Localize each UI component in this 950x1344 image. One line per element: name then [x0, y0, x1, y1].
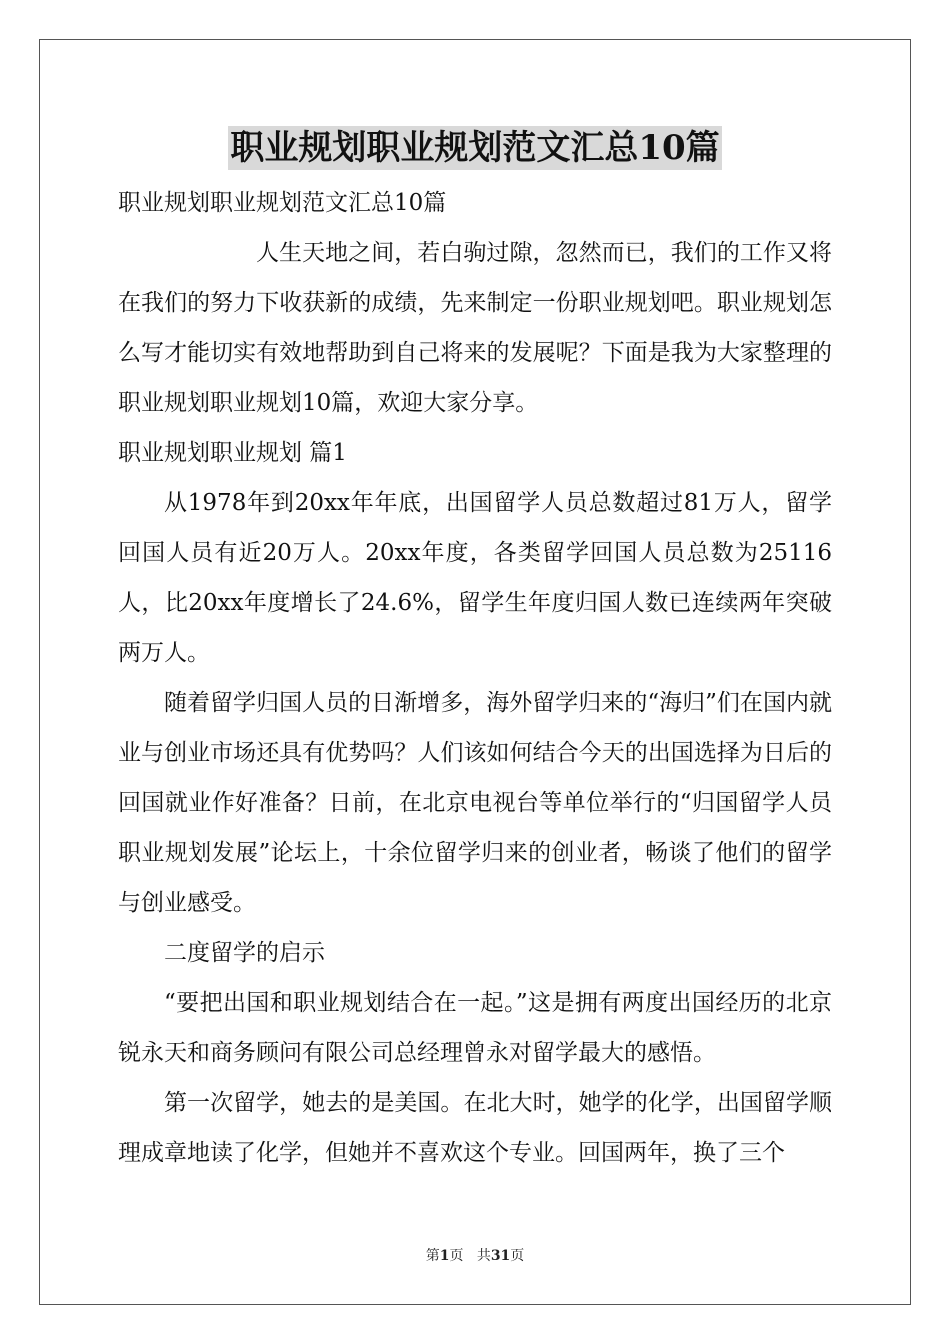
- document-title: 职业规划职业规划范文汇总10篇: [230, 128, 720, 168]
- body-paragraph: 从1978年到20xx年年底，出国留学人员总数超过81万人，留学回国人员有近20万人。20xx年度，各类留学回国人员总数为25116人，比20xx年度增长了24.6%，留学生年度归国人数已连续两年突破两万人。: [118, 490, 832, 666]
- document-subtitle: 职业规划职业规划范文汇总10篇: [118, 190, 447, 216]
- title-container: [0, 126, 950, 170]
- body-paragraph: “要把出国和职业规划结合在一起。”这是拥有两度出国经历的北京锐永天和商务顾问有限公司总经理曾永对留学最大的感悟。: [118, 990, 832, 1066]
- page-suffix: 页: [449, 1248, 464, 1264]
- body-paragraph: 随着留学归国人员的日渐增多，海外留学归来的“海归”们在国内就业与创业市场还具有优势吗？人们该如何结合今天的出国选择为日后的回国就业作好准备？日前，在北京电视台等单位举行的“归国留学人员职业规划发展”论坛上，十余位留学归来的创业者，畅谈了他们的留学与创业感受。: [118, 690, 832, 916]
- total-prefix: 共: [476, 1248, 491, 1264]
- total-pages: 31: [490, 1248, 511, 1264]
- document-body: [118, 178, 832, 1178]
- total-suffix: 页: [510, 1248, 525, 1264]
- page-footer: [0, 1245, 950, 1265]
- page-number: 1: [439, 1248, 450, 1264]
- subheading: 二度留学的启示: [164, 940, 325, 966]
- body-paragraph: 第一次留学，她去的是美国。在北大时，她学的化学，出国留学顺理成章地读了化学，但她并不喜欢这个专业。回国两年，换了三个: [118, 1090, 832, 1166]
- section-heading: 职业规划职业规划 篇1: [118, 440, 347, 466]
- page-prefix: 第: [425, 1248, 440, 1264]
- intro-paragraph: 人生天地之间，若白驹过隙，忽然而已，我们的工作又将在我们的努力下收获新的成绩，先来制定一份职业规划吧。职业规划怎么写才能切实有效地帮助到自己将来的发展呢？下面是我为大家整理的职业规划职业规划10篇，欢迎大家分享。: [118, 240, 832, 416]
